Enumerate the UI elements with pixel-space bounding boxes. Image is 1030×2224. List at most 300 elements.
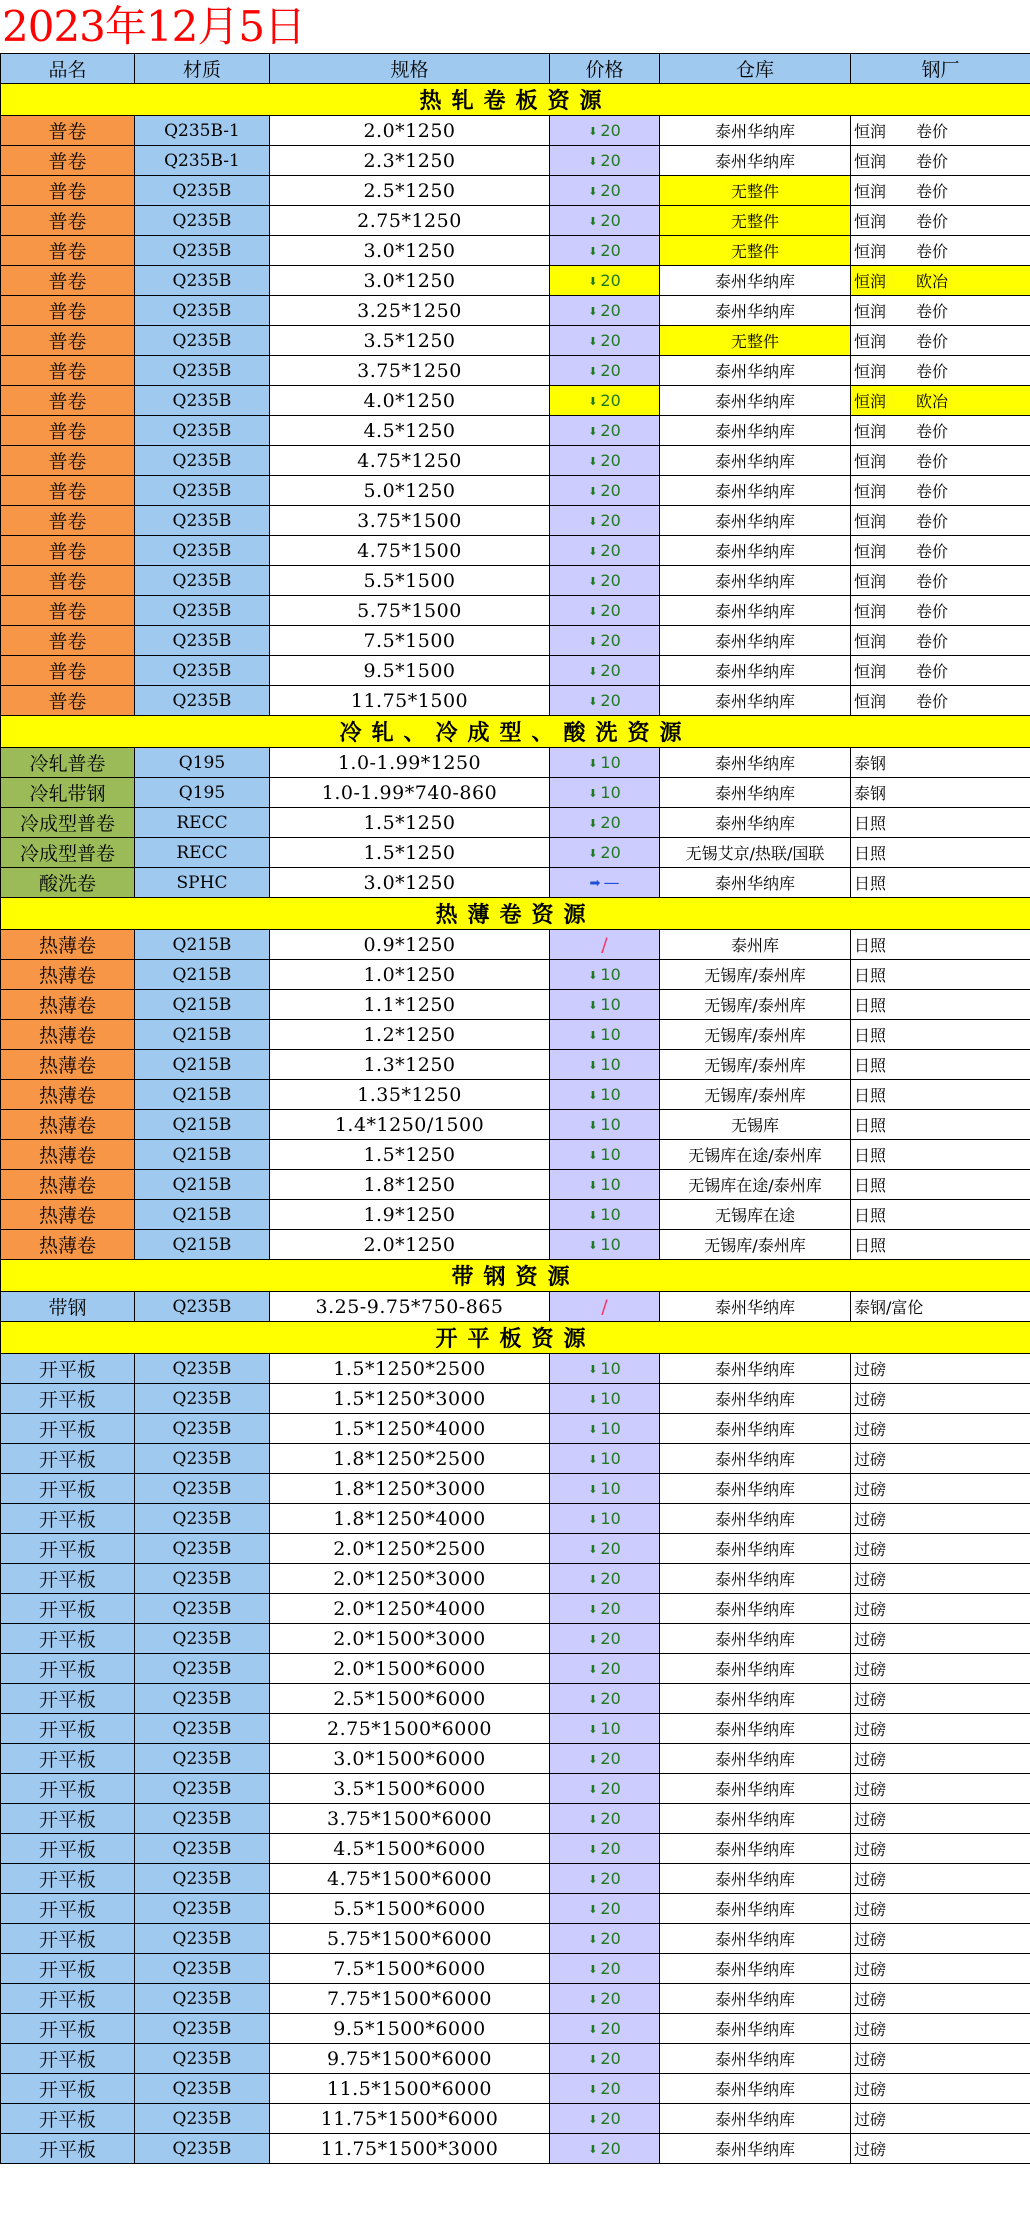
- price-change-value: 20: [600, 331, 621, 350]
- material-cell: Q235B: [135, 1774, 270, 1804]
- material-cell: Q235B: [135, 1504, 270, 1534]
- down-arrow-icon: ⬇: [588, 1753, 598, 1766]
- spec-cell: 5.5*1500*6000: [270, 1894, 550, 1924]
- mill-name: 过磅: [854, 1690, 887, 1709]
- price-change-value: 20: [600, 211, 621, 230]
- material-cell: Q215B: [135, 960, 270, 990]
- mill-name: 日照: [854, 1086, 887, 1105]
- spec-cell: 1.5*1250: [270, 1140, 550, 1170]
- spec-cell: 1.5*1250*2500: [270, 1354, 550, 1384]
- down-arrow-icon: ⬇: [588, 155, 598, 168]
- product-name-cell: 普卷: [1, 656, 135, 686]
- spec-cell: 2.5*1500*6000: [270, 1684, 550, 1714]
- warehouse-cell: 泰州华纳库: [660, 566, 851, 596]
- down-arrow-icon: ⬇: [588, 817, 598, 830]
- down-arrow-icon: ⬇: [588, 1573, 598, 1586]
- down-arrow-icon: ⬇: [588, 1723, 598, 1736]
- down-arrow-icon: ⬇: [588, 1783, 598, 1796]
- mill-name: 过磅: [854, 1810, 887, 1829]
- material-cell: SPHC: [135, 868, 270, 898]
- product-name-cell: 开平板: [1, 1594, 135, 1624]
- spec-cell: 4.75*1500*6000: [270, 1864, 550, 1894]
- mill-name: 恒润: [854, 242, 887, 261]
- table-row: [1, 1080, 1030, 1110]
- material-cell: Q215B: [135, 1020, 270, 1050]
- price-cell: [550, 1624, 660, 1654]
- mill-name: 恒润: [854, 572, 887, 591]
- table-row: [1, 146, 1030, 176]
- warehouse-cell: 泰州华纳库: [660, 446, 851, 476]
- price-cell: [550, 1474, 660, 1504]
- price-change-value: 20: [600, 361, 621, 380]
- price-change-value: 20: [600, 1839, 621, 1858]
- mill-name: 日照: [854, 1236, 887, 1255]
- spec-cell: 1.5*1250*3000: [270, 1384, 550, 1414]
- price-basis: 卷价: [916, 512, 949, 531]
- material-cell: Q235B: [135, 626, 270, 656]
- price-cell: [550, 566, 660, 596]
- spec-cell: 11.75*1500: [270, 686, 550, 716]
- price-cell: [550, 206, 660, 236]
- section-header-row: [1, 84, 1030, 116]
- material-cell: Q235B: [135, 536, 270, 566]
- mill-name: 恒润: [854, 602, 887, 621]
- mill-name: 过磅: [854, 1990, 887, 2009]
- price-change-value: 10: [600, 995, 621, 1014]
- warehouse-cell: 泰州华纳库: [660, 686, 851, 716]
- table-row: [1, 596, 1030, 626]
- material-cell: Q235B: [135, 2104, 270, 2134]
- product-name-cell: 普卷: [1, 386, 135, 416]
- product-name-cell: 带钢: [1, 1292, 135, 1322]
- table-row: [1, 1444, 1030, 1474]
- warehouse-cell: 无锡库/泰州库: [660, 960, 851, 990]
- product-name-cell: 开平板: [1, 1564, 135, 1594]
- product-name-cell: 普卷: [1, 626, 135, 656]
- price-cell: [550, 868, 660, 898]
- mill-name: 恒润: [854, 362, 887, 381]
- material-cell: Q235B: [135, 206, 270, 236]
- product-name-cell: 普卷: [1, 266, 135, 296]
- warehouse-cell: 泰州华纳库: [660, 536, 851, 566]
- mill-name: 恒润: [854, 482, 887, 501]
- product-name-cell: 普卷: [1, 356, 135, 386]
- warehouse-cell: 泰州华纳库: [660, 596, 851, 626]
- mill-cell: [851, 416, 1030, 446]
- down-arrow-icon: ⬇: [588, 1029, 598, 1042]
- product-name-cell: 热薄卷: [1, 1050, 135, 1080]
- mill-cell: [851, 206, 1030, 236]
- product-name-cell: 普卷: [1, 686, 135, 716]
- price-change-value: 20: [600, 301, 621, 320]
- down-arrow-icon: ⬇: [588, 485, 598, 498]
- product-name-cell: 开平板: [1, 1834, 135, 1864]
- spec-cell: 3.0*1500*6000: [270, 1744, 550, 1774]
- table-row: [1, 868, 1030, 898]
- table-row: [1, 566, 1030, 596]
- down-arrow-icon: ⬇: [588, 635, 598, 648]
- price-change-value: 10: [600, 1235, 621, 1254]
- price-cell: [550, 1594, 660, 1624]
- product-name-cell: 冷成型普卷: [1, 838, 135, 868]
- table-row: [1, 748, 1030, 778]
- price-basis: 卷价: [916, 482, 949, 501]
- product-name-cell: 普卷: [1, 506, 135, 536]
- warehouse-cell: 无整件: [660, 236, 851, 266]
- warehouse-cell: 泰州华纳库: [660, 1984, 851, 2014]
- section-header-row: [1, 1260, 1030, 1292]
- mill-name: 泰钢/富伦: [854, 1298, 924, 1317]
- table-row: [1, 626, 1030, 656]
- warehouse-cell: 无锡库/泰州库: [660, 1050, 851, 1080]
- material-cell: Q235B: [135, 1594, 270, 1624]
- mill-cell: [851, 868, 1030, 898]
- mill-cell: [851, 326, 1030, 356]
- table-row: [1, 778, 1030, 808]
- price-change-value: 10: [600, 1145, 621, 1164]
- spec-cell: 2.0*1500*6000: [270, 1654, 550, 1684]
- warehouse-cell: 泰州库: [660, 930, 851, 960]
- price-change-value: —: [603, 873, 620, 892]
- warehouse-cell: 泰州华纳库: [660, 808, 851, 838]
- material-cell: Q195: [135, 748, 270, 778]
- material-cell: Q235B: [135, 656, 270, 686]
- mill-cell: [851, 356, 1030, 386]
- warehouse-cell: 无锡库/泰州库: [660, 1230, 851, 1260]
- warehouse-cell: 无锡库/泰州库: [660, 1080, 851, 1110]
- warehouse-cell: 无整件: [660, 176, 851, 206]
- down-arrow-icon: ⬇: [588, 1933, 598, 1946]
- down-arrow-icon: ⬇: [588, 515, 598, 528]
- material-cell: Q215B: [135, 1200, 270, 1230]
- header-cell: 规格: [270, 54, 550, 84]
- warehouse-cell: 泰州华纳库: [660, 1292, 851, 1322]
- down-arrow-icon: ⬇: [588, 1149, 598, 1162]
- warehouse-cell: 泰州华纳库: [660, 1534, 851, 1564]
- down-arrow-icon: ⬇: [588, 1453, 598, 1466]
- warehouse-cell: 无锡库/泰州库: [660, 990, 851, 1020]
- price-table-body: [1, 54, 1030, 2164]
- warehouse-cell: 无锡库在途: [660, 1200, 851, 1230]
- spec-cell: 1.2*1250: [270, 1020, 550, 1050]
- price-cell: [550, 626, 660, 656]
- material-cell: Q235B: [135, 1624, 270, 1654]
- mill-cell: [851, 1170, 1030, 1200]
- down-arrow-icon: ⬇: [588, 1903, 598, 1916]
- down-arrow-icon: ⬇: [588, 1059, 598, 1072]
- table-row: [1, 476, 1030, 506]
- mill-name: 恒润: [854, 122, 887, 141]
- spec-cell: 3.5*1500*6000: [270, 1774, 550, 1804]
- table-row: [1, 296, 1030, 326]
- mill-cell: [851, 566, 1030, 596]
- mill-name: 恒润: [854, 452, 887, 471]
- mill-name: 过磅: [854, 1510, 887, 1529]
- spec-cell: 3.75*1500*6000: [270, 1804, 550, 1834]
- table-row: [1, 930, 1030, 960]
- price-basis: 卷价: [916, 332, 949, 351]
- mill-name: 恒润: [854, 512, 887, 531]
- price-change-value: 20: [600, 631, 621, 650]
- price-change-value: 20: [600, 1749, 621, 1768]
- price-cell: [550, 236, 660, 266]
- price-basis: 卷价: [916, 302, 949, 321]
- warehouse-cell: 泰州华纳库: [660, 1474, 851, 1504]
- product-name-cell: 开平板: [1, 1954, 135, 1984]
- material-cell: Q215B: [135, 1050, 270, 1080]
- header-cell: 品名: [1, 54, 135, 84]
- down-arrow-icon: ⬇: [588, 365, 598, 378]
- header-cell: 材质: [135, 54, 270, 84]
- spec-cell: 3.0*1250: [270, 236, 550, 266]
- warehouse-cell: 泰州华纳库: [660, 1684, 851, 1714]
- right-arrow-icon: ➡: [589, 876, 601, 891]
- warehouse-cell: 泰州华纳库: [660, 2134, 851, 2164]
- mill-name: 过磅: [854, 2080, 887, 2099]
- price-change-value: 20: [600, 2109, 621, 2128]
- mill-name: 过磅: [854, 1960, 887, 1979]
- table-row: [1, 1984, 1030, 2014]
- product-name-cell: 开平板: [1, 1414, 135, 1444]
- table-row: [1, 656, 1030, 686]
- warehouse-cell: 泰州华纳库: [660, 296, 851, 326]
- table-row: [1, 446, 1030, 476]
- product-name-cell: 普卷: [1, 416, 135, 446]
- material-cell: Q215B: [135, 1170, 270, 1200]
- price-basis: 卷价: [916, 572, 949, 591]
- price-basis: 卷价: [916, 452, 949, 471]
- material-cell: Q235B-1: [135, 116, 270, 146]
- mill-cell: [851, 266, 1030, 296]
- down-arrow-icon: ⬇: [588, 1603, 598, 1616]
- down-arrow-icon: ⬇: [588, 395, 598, 408]
- table-row: [1, 1654, 1030, 1684]
- material-cell: Q235B: [135, 1534, 270, 1564]
- product-name-cell: 热薄卷: [1, 960, 135, 990]
- spec-cell: 5.75*1500: [270, 596, 550, 626]
- mill-name: 日照: [854, 936, 887, 955]
- down-arrow-icon: ⬇: [588, 847, 598, 860]
- table-row: [1, 2044, 1030, 2074]
- price-cell: [550, 1984, 660, 2014]
- down-arrow-icon: ⬇: [588, 605, 598, 618]
- mill-name: 日照: [854, 1176, 887, 1195]
- table-row: [1, 1894, 1030, 1924]
- down-arrow-icon: ⬇: [588, 787, 598, 800]
- mill-cell: [851, 656, 1030, 686]
- section-title: 开平板资源: [1, 1322, 1030, 1354]
- price-change-value: 10: [600, 753, 621, 772]
- table-row: [1, 506, 1030, 536]
- warehouse-cell: 泰州华纳库: [660, 386, 851, 416]
- spec-cell: 9.5*1500: [270, 656, 550, 686]
- price-cell: [550, 536, 660, 566]
- spec-cell: 2.5*1250: [270, 176, 550, 206]
- mill-name: 恒润: [854, 542, 887, 561]
- header-cell: 钢厂: [851, 54, 1030, 84]
- down-arrow-icon: ⬇: [588, 1209, 598, 1222]
- table-row: [1, 386, 1030, 416]
- product-name-cell: 热薄卷: [1, 990, 135, 1020]
- warehouse-cell: 无整件: [660, 326, 851, 356]
- mill-cell: [851, 686, 1030, 716]
- warehouse-cell: 泰州华纳库: [660, 1594, 851, 1624]
- price-change-value: 20: [600, 1959, 621, 1978]
- warehouse-cell: 泰州华纳库: [660, 1804, 851, 1834]
- down-arrow-icon: ⬇: [588, 757, 598, 770]
- product-name-cell: 热薄卷: [1, 1170, 135, 1200]
- spec-cell: 1.9*1250: [270, 1200, 550, 1230]
- warehouse-cell: 泰州华纳库: [660, 2014, 851, 2044]
- price-change-value: 10: [600, 1205, 621, 1224]
- price-change-value: 20: [600, 1869, 621, 1888]
- mill-cell: [851, 506, 1030, 536]
- price-change-value: 20: [600, 151, 621, 170]
- mill-cell: [851, 446, 1030, 476]
- product-name-cell: 普卷: [1, 206, 135, 236]
- price-basis: 卷价: [916, 542, 949, 561]
- price-cell: [550, 1534, 660, 1564]
- mill-cell: [851, 1624, 1030, 1654]
- mill-name: 过磅: [854, 2110, 887, 2129]
- down-arrow-icon: ⬇: [588, 575, 598, 588]
- warehouse-cell: 泰州华纳库: [660, 1654, 851, 1684]
- price-cell: [550, 116, 660, 146]
- price-cell: [550, 778, 660, 808]
- spec-cell: 0.9*1250: [270, 930, 550, 960]
- product-name-cell: 热薄卷: [1, 1200, 135, 1230]
- spec-cell: 2.0*1500*3000: [270, 1624, 550, 1654]
- price-basis: 卷价: [916, 692, 949, 711]
- mill-name: 日照: [854, 1026, 887, 1045]
- price-change-value: 20: [600, 421, 621, 440]
- price-cell: [550, 1230, 660, 1260]
- price-change-value: 20: [600, 1629, 621, 1648]
- price-cell: [550, 1744, 660, 1774]
- table-row: [1, 326, 1030, 356]
- mill-name: 过磅: [854, 1630, 887, 1649]
- spec-cell: 1.5*1250: [270, 838, 550, 868]
- price-change-value: 20: [600, 1569, 621, 1588]
- price-cell: [550, 356, 660, 386]
- material-cell: Q235B: [135, 1834, 270, 1864]
- mill-cell: [851, 1894, 1030, 1924]
- spec-cell: 4.0*1250: [270, 386, 550, 416]
- price-change-value: 10: [600, 1359, 621, 1378]
- down-arrow-icon: ⬇: [588, 695, 598, 708]
- price-cell: [550, 656, 660, 686]
- spec-cell: 2.75*1250: [270, 206, 550, 236]
- spec-cell: 1.5*1250: [270, 808, 550, 838]
- mill-name: 过磅: [854, 1780, 887, 1799]
- mill-name: 恒润: [854, 662, 887, 681]
- mill-cell: [851, 930, 1030, 960]
- material-cell: Q215B: [135, 1230, 270, 1260]
- mill-cell: [851, 778, 1030, 808]
- material-cell: Q235B: [135, 1654, 270, 1684]
- price-basis: 卷价: [916, 662, 949, 681]
- mill-name: 恒润: [854, 422, 887, 441]
- price-cell: [550, 1414, 660, 1444]
- mill-name: 过磅: [854, 1930, 887, 1949]
- price-basis: 欧冶: [916, 392, 949, 411]
- price-cell: [550, 1804, 660, 1834]
- product-name-cell: 开平板: [1, 1504, 135, 1534]
- warehouse-cell: 无锡艾京/热联/国联: [660, 838, 851, 868]
- material-cell: RECC: [135, 838, 270, 868]
- table-row: [1, 1230, 1030, 1260]
- material-cell: Q215B: [135, 930, 270, 960]
- price-basis: 卷价: [916, 242, 949, 261]
- price-change-value: 20: [600, 1809, 621, 1828]
- table-row: [1, 1624, 1030, 1654]
- material-cell: Q235B: [135, 1984, 270, 2014]
- product-name-cell: 普卷: [1, 536, 135, 566]
- mill-cell: [851, 386, 1030, 416]
- mill-cell: [851, 1684, 1030, 1714]
- mill-name: 过磅: [854, 1480, 887, 1499]
- material-cell: Q235B: [135, 1894, 270, 1924]
- material-cell: Q235B: [135, 1864, 270, 1894]
- warehouse-cell: 泰州华纳库: [660, 868, 851, 898]
- spec-cell: 3.5*1250: [270, 326, 550, 356]
- table-row: [1, 1594, 1030, 1624]
- mill-name: 过磅: [854, 2050, 887, 2069]
- price-cell: [550, 416, 660, 446]
- material-cell: Q235B: [135, 1354, 270, 1384]
- warehouse-cell: 泰州华纳库: [660, 116, 851, 146]
- mill-cell: [851, 990, 1030, 1020]
- product-name-cell: 酸洗卷: [1, 868, 135, 898]
- price-change-value: 10: [600, 1419, 621, 1438]
- warehouse-cell: 泰州华纳库: [660, 1714, 851, 1744]
- price-cell: [550, 838, 660, 868]
- table-row: [1, 960, 1030, 990]
- mill-cell: [851, 960, 1030, 990]
- spec-cell: 3.25*1250: [270, 296, 550, 326]
- mill-cell: [851, 1020, 1030, 1050]
- spec-cell: 1.0-1.99*740-860: [270, 778, 550, 808]
- table-row: [1, 1564, 1030, 1594]
- table-row: [1, 116, 1030, 146]
- down-arrow-icon: ⬇: [588, 1993, 598, 2006]
- mill-name: 恒润: [854, 212, 887, 231]
- down-arrow-icon: ⬇: [588, 1089, 598, 1102]
- down-arrow-icon: ⬇: [588, 1543, 598, 1556]
- table-row: [1, 1864, 1030, 1894]
- mill-cell: [851, 1594, 1030, 1624]
- mill-name: 日照: [854, 1206, 887, 1225]
- price-cell: [550, 1654, 660, 1684]
- product-name-cell: 开平板: [1, 1624, 135, 1654]
- mill-cell: [851, 1080, 1030, 1110]
- price-change-value: 20: [600, 843, 621, 862]
- spec-cell: 1.4*1250/1500: [270, 1110, 550, 1140]
- section-header-row: [1, 898, 1030, 930]
- price-change-value: 20: [600, 271, 621, 290]
- down-arrow-icon: ⬇: [588, 969, 598, 982]
- material-cell: Q235B: [135, 446, 270, 476]
- material-cell: Q215B: [135, 1140, 270, 1170]
- mill-cell: [851, 1354, 1030, 1384]
- price-cell: [550, 506, 660, 536]
- mill-cell: [851, 1504, 1030, 1534]
- price-change-value: /: [601, 933, 608, 956]
- mill-cell: [851, 596, 1030, 626]
- mill-name: 过磅: [854, 1360, 887, 1379]
- table-row: [1, 1200, 1030, 1230]
- material-cell: Q195: [135, 778, 270, 808]
